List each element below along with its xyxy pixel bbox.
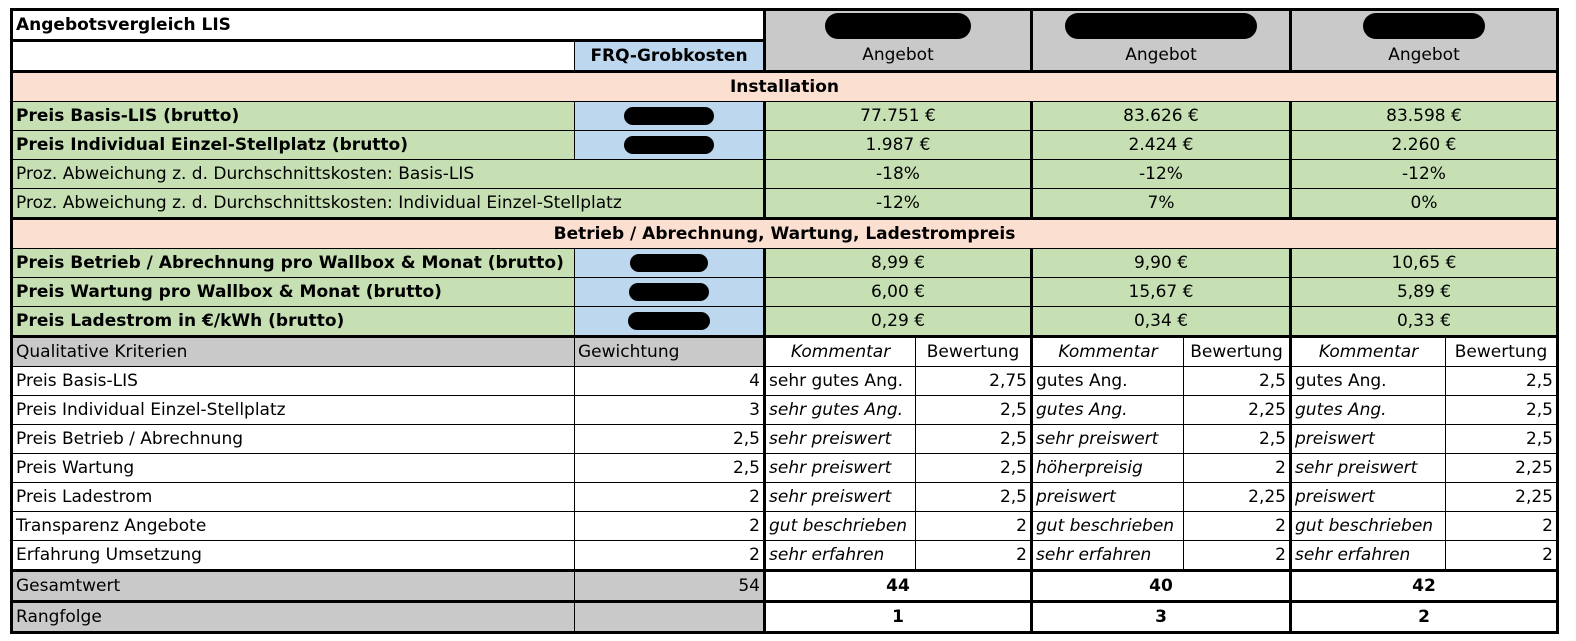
header-row-offers — [12, 41, 1558, 72]
criterion-label: Preis Individual Einzel-Stellplatz — [12, 396, 575, 425]
criterion-rating: 2,5 — [1184, 367, 1291, 396]
frq-redacted — [575, 278, 765, 307]
deviation-value: 7% — [1032, 189, 1291, 219]
operation-row-label: Preis Betrieb / Abrechnung pro Wallbox & Monat (brutto) — [12, 249, 575, 278]
criterion-rating: 2,5 — [1446, 425, 1558, 454]
criterion-comment: gutes Ang. — [1291, 367, 1446, 396]
comment-label: Kommentar — [1291, 337, 1446, 367]
criterion-rating: 2,5 — [916, 396, 1032, 425]
criterion-rating: 2,5 — [916, 425, 1032, 454]
criterion-rating: 2,25 — [1446, 454, 1558, 483]
header-row-title — [12, 10, 1558, 41]
criterion-label: Preis Basis-LIS — [12, 367, 575, 396]
price-row — [12, 131, 1558, 160]
criterion-comment: sehr erfahren — [1032, 541, 1184, 571]
criterion-rating: 2,5 — [916, 483, 1032, 512]
operation-value: 10,65 € — [1291, 249, 1558, 278]
deviation-value: -12% — [765, 189, 1032, 219]
operation-value: 8,99 € — [765, 249, 1032, 278]
criterion-comment: gutes Ang. — [1032, 367, 1184, 396]
criterion-rating: 2 — [1184, 454, 1291, 483]
price-value: 83.626 € — [1032, 102, 1291, 131]
criterion-comment: gutes Ang. — [1032, 396, 1184, 425]
criterion-comment: höherpreisig — [1032, 454, 1184, 483]
price-row-label: Preis Basis-LIS (brutto) — [12, 102, 575, 131]
criterion-comment: sehr gutes Ang. — [765, 367, 916, 396]
operation-value: 0,33 € — [1291, 307, 1558, 337]
deviation-value: -18% — [765, 160, 1032, 189]
frq-redacted — [575, 307, 765, 337]
operation-value: 0,34 € — [1032, 307, 1291, 337]
criterion-rating: 2,5 — [916, 454, 1032, 483]
criterion-comment: sehr preiswert — [1032, 425, 1184, 454]
rating-label: Bewertung — [1184, 337, 1291, 367]
comparison-sheet — [10, 8, 1559, 634]
criterion-weight: 2 — [575, 483, 765, 512]
operation-row-label: Preis Ladestrom in €/kWh (brutto) — [12, 307, 575, 337]
criterion-weight: 4 — [575, 367, 765, 396]
operation-row — [12, 249, 1558, 278]
operation-value: 5,89 € — [1291, 278, 1558, 307]
offer-2-label: Angebot — [1032, 41, 1291, 72]
section-betrieb — [12, 219, 1558, 249]
criterion-rating: 2,25 — [1446, 483, 1558, 512]
total-value: 40 — [1032, 571, 1291, 602]
comment-label: Kommentar — [1032, 337, 1184, 367]
criterion-comment: sehr preiswert — [765, 483, 916, 512]
criterion-row — [12, 541, 1558, 571]
deviation-value: -12% — [1032, 160, 1291, 189]
header-empty-cell — [12, 41, 575, 72]
total-weight: 54 — [575, 571, 765, 602]
offer-1-label: Angebot — [765, 41, 1032, 72]
comparison-table — [10, 8, 1559, 634]
section-installation — [12, 72, 1558, 102]
criterion-label: Preis Betrieb / Abrechnung — [12, 425, 575, 454]
qualitative-header-row — [12, 337, 1558, 367]
criterion-comment: gutes Ang. — [1291, 396, 1446, 425]
section-betrieb-label: Betrieb / Abrechnung, Wartung, Ladestrompreis — [12, 219, 1558, 249]
criterion-row — [12, 483, 1558, 512]
operation-value: 6,00 € — [765, 278, 1032, 307]
criterion-weight: 3 — [575, 396, 765, 425]
operation-row — [12, 278, 1558, 307]
sheet-title: Angebotsvergleich LIS — [12, 10, 765, 41]
qualitative-label: Qualitative Kriterien — [12, 337, 575, 367]
criterion-rating: 2,5 — [1446, 367, 1558, 396]
rating-label: Bewertung — [916, 337, 1032, 367]
rank-empty-cell — [575, 602, 765, 633]
criterion-comment: gut beschrieben — [1291, 512, 1446, 541]
criterion-comment: sehr preiswert — [765, 425, 916, 454]
criterion-rating: 2 — [916, 512, 1032, 541]
criterion-comment: sehr erfahren — [765, 541, 916, 571]
criterion-row — [12, 512, 1558, 541]
price-row — [12, 102, 1558, 131]
price-row-label: Preis Individual Einzel-Stellplatz (brutto) — [12, 131, 575, 160]
offer-3-label: Angebot — [1291, 41, 1558, 72]
frq-redacted — [575, 102, 765, 131]
rank-row — [12, 602, 1558, 633]
price-value: 77.751 € — [765, 102, 1032, 131]
criterion-rating: 2 — [1446, 512, 1558, 541]
price-value: 83.598 € — [1291, 102, 1558, 131]
operation-value: 9,90 € — [1032, 249, 1291, 278]
criterion-rating: 2 — [916, 541, 1032, 571]
criterion-rating: 2,25 — [1184, 396, 1291, 425]
frq-redacted — [575, 249, 765, 278]
weight-label: Gewichtung — [575, 337, 765, 367]
offer-3-name-redacted — [1291, 10, 1558, 41]
criterion-row — [12, 454, 1558, 483]
rating-label: Bewertung — [1446, 337, 1558, 367]
operation-value: 0,29 € — [765, 307, 1032, 337]
criterion-rating: 2,5 — [1184, 425, 1291, 454]
offer-2-name-redacted — [1032, 10, 1291, 41]
criterion-comment: sehr preiswert — [765, 454, 916, 483]
price-value: 2.424 € — [1032, 131, 1291, 160]
deviation-row-label: Proz. Abweichung z. d. Durchschnittskosten: Individual Einzel-Stellplatz — [12, 189, 765, 219]
criterion-weight: 2,5 — [575, 425, 765, 454]
criterion-rating: 2 — [1446, 541, 1558, 571]
criterion-row — [12, 396, 1558, 425]
total-value: 42 — [1291, 571, 1558, 602]
deviation-value: 0% — [1291, 189, 1558, 219]
operation-value: 15,67 € — [1032, 278, 1291, 307]
criterion-comment: sehr erfahren — [1291, 541, 1446, 571]
criterion-comment: gut beschrieben — [765, 512, 916, 541]
criterion-comment: gut beschrieben — [1032, 512, 1184, 541]
price-value: 1.987 € — [765, 131, 1032, 160]
price-value: 2.260 € — [1291, 131, 1558, 160]
rank-value: 3 — [1032, 602, 1291, 633]
criterion-weight: 2 — [575, 512, 765, 541]
criterion-label: Preis Ladestrom — [12, 483, 575, 512]
criterion-rating: 2,5 — [1446, 396, 1558, 425]
criterion-comment: preiswert — [1291, 483, 1446, 512]
frq-redacted — [575, 131, 765, 160]
criterion-rating: 2,75 — [916, 367, 1032, 396]
total-label: Gesamtwert — [12, 571, 575, 602]
rank-label: Rangfolge — [12, 602, 575, 633]
criterion-weight: 2 — [575, 541, 765, 571]
criterion-rating: 2 — [1184, 512, 1291, 541]
criterion-comment: preiswert — [1291, 425, 1446, 454]
criterion-comment: sehr gutes Ang. — [765, 396, 916, 425]
deviation-value: -12% — [1291, 160, 1558, 189]
criterion-label: Transparenz Angebote — [12, 512, 575, 541]
operation-row — [12, 307, 1558, 337]
criterion-row — [12, 425, 1558, 454]
total-row — [12, 571, 1558, 602]
deviation-row — [12, 189, 1558, 219]
criterion-label: Erfahrung Umsetzung — [12, 541, 575, 571]
criterion-rating: 2 — [1184, 541, 1291, 571]
criterion-comment: preiswert — [1032, 483, 1184, 512]
criterion-row — [12, 367, 1558, 396]
offer-1-name-redacted — [765, 10, 1032, 41]
deviation-row-label: Proz. Abweichung z. d. Durchschnittskosten: Basis-LIS — [12, 160, 765, 189]
criterion-weight: 2,5 — [575, 454, 765, 483]
criterion-comment: sehr preiswert — [1291, 454, 1446, 483]
frq-label: FRQ-Grobkosten — [575, 41, 765, 72]
criterion-rating: 2,25 — [1184, 483, 1291, 512]
total-value: 44 — [765, 571, 1032, 602]
rank-value: 2 — [1291, 602, 1558, 633]
rank-value: 1 — [765, 602, 1032, 633]
section-installation-label: Installation — [12, 72, 1558, 102]
operation-row-label: Preis Wartung pro Wallbox & Monat (brutto) — [12, 278, 575, 307]
criterion-label: Preis Wartung — [12, 454, 575, 483]
deviation-row — [12, 160, 1558, 189]
comment-label: Kommentar — [765, 337, 916, 367]
